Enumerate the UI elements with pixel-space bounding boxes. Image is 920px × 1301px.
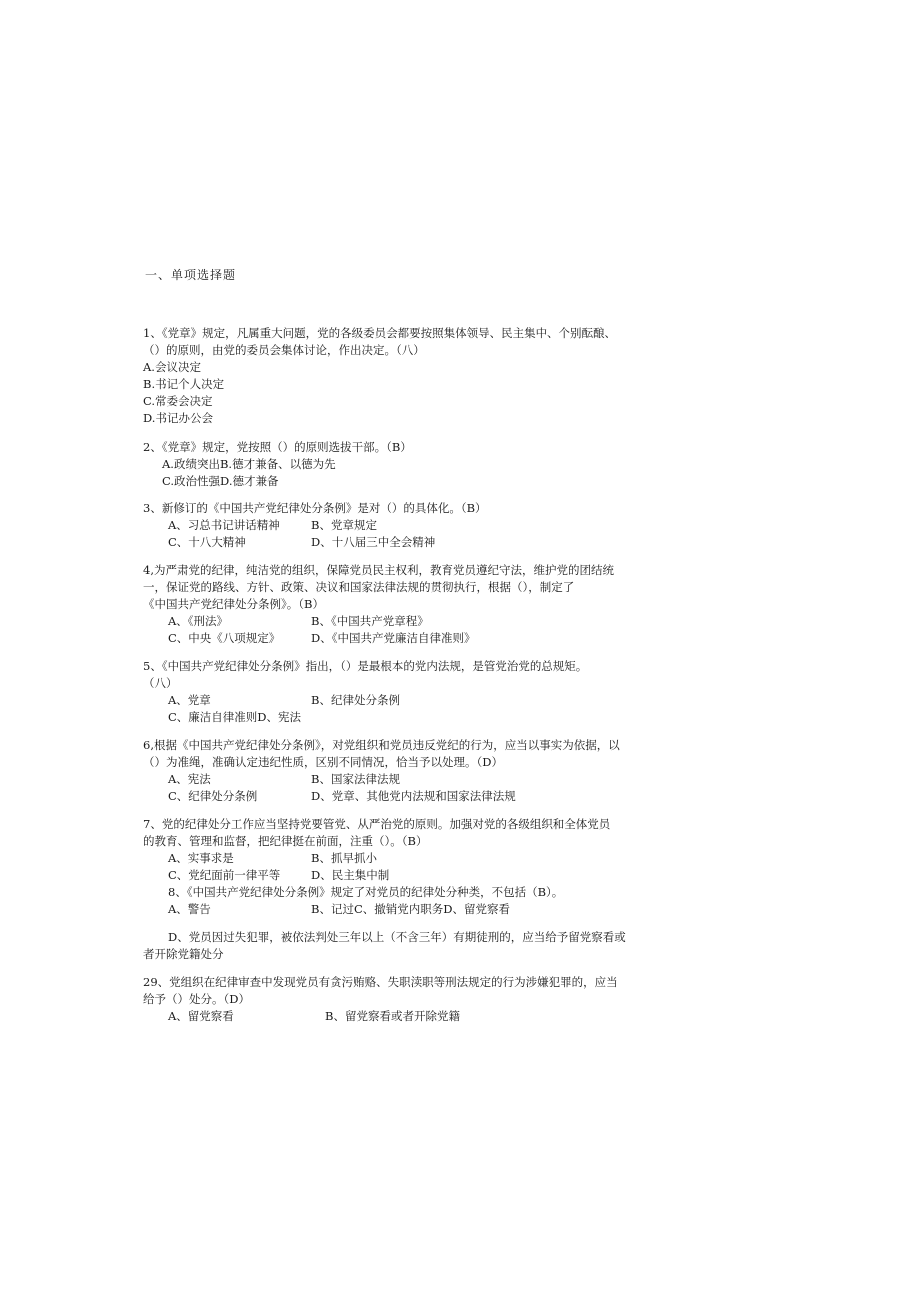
q1-stem-line1: 1、《党章》规定，凡属重大问题，党的各级委员会都要按照集体领导、民主集中、个别酝酿、 xyxy=(143,326,617,340)
q29-option-b: B、留党察看或者开除党籍 xyxy=(325,1009,460,1023)
q4-option-a: A、《刑法》 xyxy=(168,614,229,628)
q7-option-b: B、抓早抓小 xyxy=(311,851,377,865)
q4-option-c: C、中央《八项规定》 xyxy=(168,631,281,645)
q7-option-d: D、民主集中制 xyxy=(311,868,390,882)
q7-option-a: A、实事求是 xyxy=(168,851,234,865)
q8-options-bc: B、记过C、撤销党内职务D、留党察看 xyxy=(311,902,510,916)
q8-option-d-line2: 者开除党籍处分 xyxy=(143,947,224,961)
q4-stem-line2: 一，保证党的路线、方针、政策、决议和国家法律法规的贯彻执行，根据（），制定了 xyxy=(143,580,575,594)
q5-option-a: A、党章 xyxy=(168,693,211,707)
q4-option-b: B、《中国共产党章程》 xyxy=(311,614,429,628)
q8-option-a: A、警告 xyxy=(168,902,211,916)
q4-stem-line3: 《中国共产党纪律处分条例》。（B） xyxy=(143,597,324,611)
q7-stem-line2: 的教育、管理和监督，把纪律挺在前面，注重（）。（B） xyxy=(143,834,428,848)
q5-stem-line2: （八） xyxy=(143,676,178,690)
q29-stem-line2: 给予（）处分。（D） xyxy=(143,992,250,1006)
q2-stem: 2、《党章》规定，党按照（）的原则选拔干部。（B） xyxy=(143,440,412,454)
section-title: 一、单项选择题 xyxy=(145,268,237,282)
q4-option-d: D、《中国共产党廉洁自律准则》 xyxy=(311,631,476,645)
q3-option-a: A、习总书记讲话精神 xyxy=(168,518,280,532)
q1-stem-line2: （）的原则，由党的委员会集体讨论，作出决定。（八） xyxy=(143,343,425,357)
q4-stem-line1: 4,为严肃党的纪律，纯洁党的组织，保障党员民主权利，教育党员遵纪守法，维护党的团结统 xyxy=(143,563,614,577)
q8-option-d-line1: D、党员因过失犯罪，被依法判处三年以上（不含三年）有期徒刑的，应当给予留党察看或 xyxy=(168,930,626,944)
q3-option-c: C、十八大精神 xyxy=(168,535,246,549)
q1-option-d: D.书记办公会 xyxy=(143,411,213,425)
q6-option-d: D、党章、其他党内法规和国家法律法规 xyxy=(311,789,516,803)
q29-option-a: A、留党察看 xyxy=(168,1009,234,1023)
q6-option-b: B、国家法律法规 xyxy=(311,772,400,786)
q5-options-cd: C、廉洁自律准则D、宪法 xyxy=(168,710,302,724)
q6-stem-line2: （）为准绳，准确认定违纪性质，区别不同情况，恰当予以处理。（D） xyxy=(143,755,503,769)
q6-option-a: A、宪法 xyxy=(168,772,211,786)
q6-option-c: C、纪律处分条例 xyxy=(168,789,258,803)
q2-options-ab: A.政绩突出B.德才兼备、以德为先 xyxy=(162,457,336,471)
q3-option-d: D、十八届三中全会精神 xyxy=(311,535,436,549)
q3-option-b: B、党章规定 xyxy=(311,518,377,532)
q7-stem-line1: 7、党的纪律处分工作应当坚持党要管党、从严治党的原则。加强对党的各级组织和全体党员 xyxy=(143,817,611,831)
q3-stem: 3、新修订的《中国共产党纪律处分条例》是对（）的具体化。（B） xyxy=(143,501,487,515)
q29-stem-line1: 29、党组织在纪律审查中发现党员有贪污贿赂、失职渎职等刑法规定的行为涉嫌犯罪的，应当 xyxy=(143,975,618,989)
q8-stem: 8、《中国共产党纪律处分条例》规定了对党员的纪律处分种类，不包括（B）。 xyxy=(168,885,564,899)
q2-options-cd: C.政治性强D.德才兼备 xyxy=(162,474,279,488)
q1-option-b: B.书记个人决定 xyxy=(143,377,225,391)
q1-option-a: A.会议决定 xyxy=(143,360,201,374)
q7-option-c: C、党纪面前一律平等 xyxy=(168,868,281,882)
q6-stem-line1: 6,根据《中国共产党纪律处分条例》，对党组织和党员违反党纪的行为，应当以事实为依据，以 xyxy=(143,738,620,752)
q1-option-c: C.常委会决定 xyxy=(143,394,213,408)
q5-option-b: B、纪律处分条例 xyxy=(311,693,400,707)
q5-stem-line1: 5、《中国共产党纪律处分条例》指出，（）是最根本的党内法规，是管党治党的总规矩。 xyxy=(143,659,588,673)
